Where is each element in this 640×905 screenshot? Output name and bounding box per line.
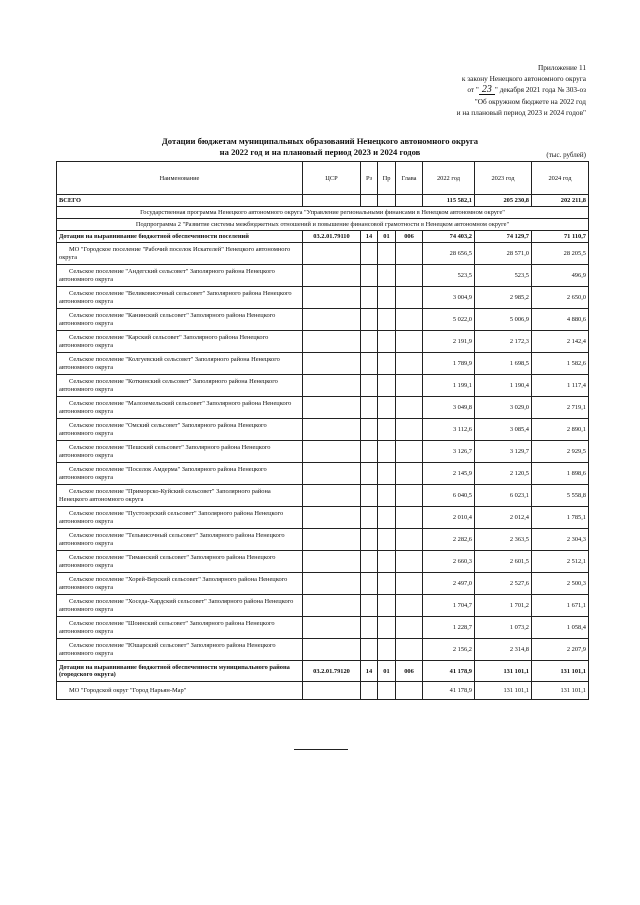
table-row: Сельское поселение "Поселок Амдерма" Заполярного района Ненецкого автономного округа 2 145,9 2 120,5 1 898,6 <box>57 463 589 485</box>
table-row: Сельское поселение "Карский сельсовет" Заполярного района Ненецкого автономного округа 2 191,9 2 172,3 2 142,4 <box>57 331 589 353</box>
col-2024: 2024 год <box>532 162 589 195</box>
col-2022: 2022 год <box>423 162 475 195</box>
table-row: Сельское поселение "Хорей-Верский сельсовет" Заполярного района Ненецкого автономного округа 2 497,0 2 527,6 2 500,3 <box>57 573 589 595</box>
table-row: Сельское поселение "Приморско-Куйский сельсовет" Заполярного района Ненецкого автономного округа 6 040,5 6 023,1 5 558,8 <box>57 485 589 507</box>
col-glava: Глава <box>396 162 423 195</box>
table-row: Сельское поселение "Омский сельсовет" Заполярного района Ненецкого автономного округа 3 112,6 3 085,4 2 890,1 <box>57 419 589 441</box>
col-name: Наименование <box>57 162 303 195</box>
document-title: Дотации бюджетам муниципальных образований Ненецкого автономного округа на 2022 год и на плановый период 2023 и 2024 годов <box>161 136 479 157</box>
appendix-number: Приложение 11 <box>537 63 586 72</box>
table-row: Сельское поселение "Канинский сельсовет" Заполярного района Ненецкого автономного округа 5 022,0 5 006,9 4 880,6 <box>57 309 589 331</box>
table-row: Сельское поселение "Шоинский сельсовет" Заполярного района Ненецкого автономного округа 1 228,7 1 073,2 1 058,4 <box>57 617 589 639</box>
table-row: Сельское поселение "Тельвисочный сельсовет" Заполярного района Ненецкого автономного округа 2 282,6 2 363,5 2 304,3 <box>57 529 589 551</box>
table-row: Сельское поселение "Малоземельский сельсовет" Заполярного района Ненецкого автономного округа 3 049,8 3 029,0 2 719,1 <box>57 397 589 419</box>
table-row: Сельское поселение "Коткинский сельсовет" Заполярного района Ненецкого автономного округа 1 199,1 1 190,4 1 117,4 <box>57 375 589 397</box>
table-row: МО "Городское поселение "Рабочий поселок Искателей" Ненецкого автономного округа 28 656,5 28 571,0 28 205,5 <box>57 243 589 265</box>
group-row: Дотации на выравнивание бюджетной обеспеченности муниципального района (городского округа) 03.2.01.79120 14 01 006 41 178,9 131 101,1 131 101,1 <box>57 661 589 682</box>
col-pr: Пр <box>378 162 396 195</box>
end-line <box>294 749 348 750</box>
table-row: Сельское поселение "Пустозерский сельсовет" Заполярного района Ненецкого автономного округа 2 010,4 2 012,4 1 785,1 <box>57 507 589 529</box>
col-2023: 2023 год <box>475 162 532 195</box>
table-row: Сельское поселение "Пешский сельсовет" Заполярного района Ненецкого автономного округа 3 126,7 3 129,7 2 929,5 <box>57 441 589 463</box>
law-title-line2: и на плановый период 2023 и 2024 годов" <box>456 107 586 117</box>
table-row: Сельское поселение "Андегский сельсовет" Заполярного района Ненецкого автономного округа 523,5 523,5 496,9 <box>57 265 589 287</box>
col-csr: ЦСР <box>303 162 361 195</box>
unit-label: (тыс. рублей) <box>546 151 586 159</box>
table-header <box>57 162 589 195</box>
group-row: Дотации на выравнивание бюджетной обеспеченности поселений 03.2.01.79110 14 01 006 74 403,2 74 129,7 71 110,7 <box>57 231 589 243</box>
table-row: Сельское поселение "Тиманский сельсовет" Заполярного района Ненецкого автономного округа 2 660,3 2 601,5 2 512,1 <box>57 551 589 573</box>
handwritten-day: 23 <box>479 85 495 95</box>
table-row: Сельское поселение "Колгуевский сельсовет" Заполярного района Ненецкого автономного округа 1 789,9 1 698,5 1 582,6 <box>57 353 589 375</box>
col-rz: Рз <box>361 162 378 195</box>
subprogram-row: Подпрограмма 2 "Развитие системы межбюджетных отношений и повышение финансовой грамотности в Ненецком автономном округе" <box>57 219 589 231</box>
table-row: Сельское поселение "Юшарский сельсовет" Заполярного района Ненецкого автономного округа 2 156,2 2 314,8 2 207,9 <box>57 639 589 661</box>
appendix-header <box>326 62 586 118</box>
total-row: ВСЕГО 115 582,1 205 230,8 202 211,8 <box>57 195 589 207</box>
program-row: Государственная программа Ненецкого автономного округа "Управление региональными финансами в Ненецком автономном округе" <box>57 207 589 219</box>
law-title-line1: "Об окружном бюджете на 2022 год <box>474 96 586 106</box>
table-row: Сельское поселение "Хоседа-Хардский сельсовет" Заполярного района Ненецкого автономного округа 1 704,7 1 701,2 1 671,1 <box>57 595 589 617</box>
law-reference: к закону Ненецкого автономного округа <box>461 74 586 84</box>
law-date: от " 23 " декабря 2021 года № 303-оз <box>467 84 586 96</box>
subsidies-table <box>56 161 589 700</box>
table-row: МО "Городской округ "Город Нарьян-Мар" 41 178,9 131 101,1 131 101,1 <box>57 682 589 700</box>
table-row: Сельское поселение "Великовисочный сельсовет" Заполярного района Ненецкого автономного округа 3 004,9 2 985,2 2 650,0 <box>57 287 589 309</box>
